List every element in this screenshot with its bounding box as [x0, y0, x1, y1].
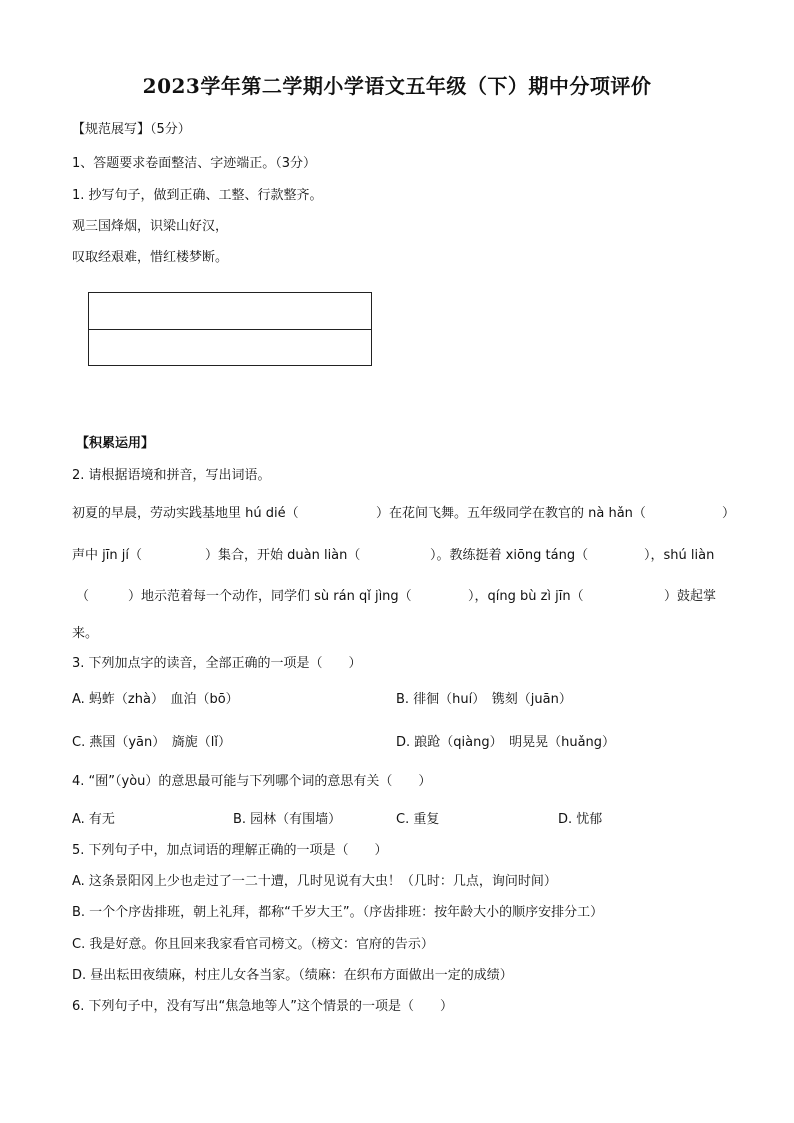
q2-line2-part4: ），shú liàn — [644, 548, 715, 563]
q2-line3-part1: （ — [76, 589, 90, 604]
section-heading-writing: 【规范展写】（5分） — [72, 122, 191, 137]
q4-option-a[interactable]: A. 有无 — [72, 812, 115, 827]
question-1: 1、答题要求卷面整洁、字迹端正。（3分） — [72, 156, 317, 171]
q4-option-d[interactable]: D. 忧郁 — [558, 812, 603, 827]
question-5: 5. 下列句子中，加点词语的理解正确的一项是（ ） — [72, 843, 388, 858]
section-heading-accumulation: 【积累运用】 — [76, 436, 155, 451]
q3-option-d[interactable]: D. 踉跄（qiàng） 明晃晃（huǎng） — [396, 735, 616, 750]
page-title: 2023学年第二学期小学语文五年级（下）期中分项评价 — [142, 74, 652, 98]
q5-option-a[interactable]: A. 这条景阳冈上少也走过了一二十遭，几时见说有大虫！（几时：几点，询问时间） — [72, 874, 557, 889]
writing-answer-box[interactable] — [88, 292, 372, 366]
question-2: 2. 请根据语境和拼音，写出词语。 — [72, 468, 271, 483]
q4-option-b[interactable]: B. 园林（有围墙） — [233, 812, 342, 827]
q3-option-c[interactable]: C. 燕国（yān） 旖旎（lǐ） — [72, 735, 231, 750]
q2-line2-part1: 声中 jīn jí（ — [72, 548, 142, 563]
q5-option-b[interactable]: B. 一个个序齿排班，朝上礼拜，都称“千岁大王”。（序齿排班：按年龄大小的顺序安排分工） — [72, 905, 604, 920]
question-3: 3. 下列加点字的读音，全部正确的一项是（ ） — [72, 656, 362, 671]
question-4: 4. “囿”（yòu）的意思最可能与下列哪个词的意思有关（ ） — [72, 774, 432, 789]
q3-option-a[interactable]: A. 蚂蚱（zhà） 血泊（bō） — [72, 692, 239, 707]
question-1-sub: 1. 抄写句子，做到正确、工整、行款整齐。 — [72, 188, 323, 203]
question-6: 6. 下列句子中，没有写出“焦急地等人”这个情景的一项是（ ） — [72, 999, 454, 1014]
writing-box-divider — [89, 329, 371, 330]
q2-line1-part3: ） — [722, 506, 736, 521]
poem-line-2: 叹取经艰难，惜红楼梦断。 — [72, 250, 229, 265]
q2-line3-part4: ）鼓起掌 — [664, 589, 717, 604]
q5-option-c[interactable]: C. 我是好意。你且回来我家看官司榜文。（榜文：官府的告示） — [72, 937, 434, 952]
q2-line1-part1: 初夏的早晨，劳动实践基地里 hú dié（ — [72, 506, 299, 521]
q2-line1-part2: ）在花间飞舞。五年级同学在教官的 nà hǎn（ — [376, 506, 646, 521]
q2-line2-part2: ）集合，开始 duàn liàn（ — [205, 548, 361, 563]
poem-line-1: 观三国烽烟，识梁山好汉， — [72, 219, 229, 234]
q2-line4: 来。 — [72, 626, 99, 641]
q2-line2-part3: ）。教练挺着 xiōng táng（ — [430, 548, 589, 563]
q3-option-b[interactable]: B. 徘徊（huí） 镌刻（juān） — [396, 692, 572, 707]
q2-line3-part2: ）地示范着每一个动作，同学们 sù rán qǐ jìng（ — [128, 589, 412, 604]
q4-option-c[interactable]: C. 重复 — [396, 812, 440, 827]
q5-option-d[interactable]: D. 昼出耘田夜绩麻，村庄儿女各当家。（绩麻：在织布方面做出一定的成绩） — [72, 968, 513, 983]
q2-line3-part3: ），qíng bù zì jīn（ — [468, 589, 584, 604]
